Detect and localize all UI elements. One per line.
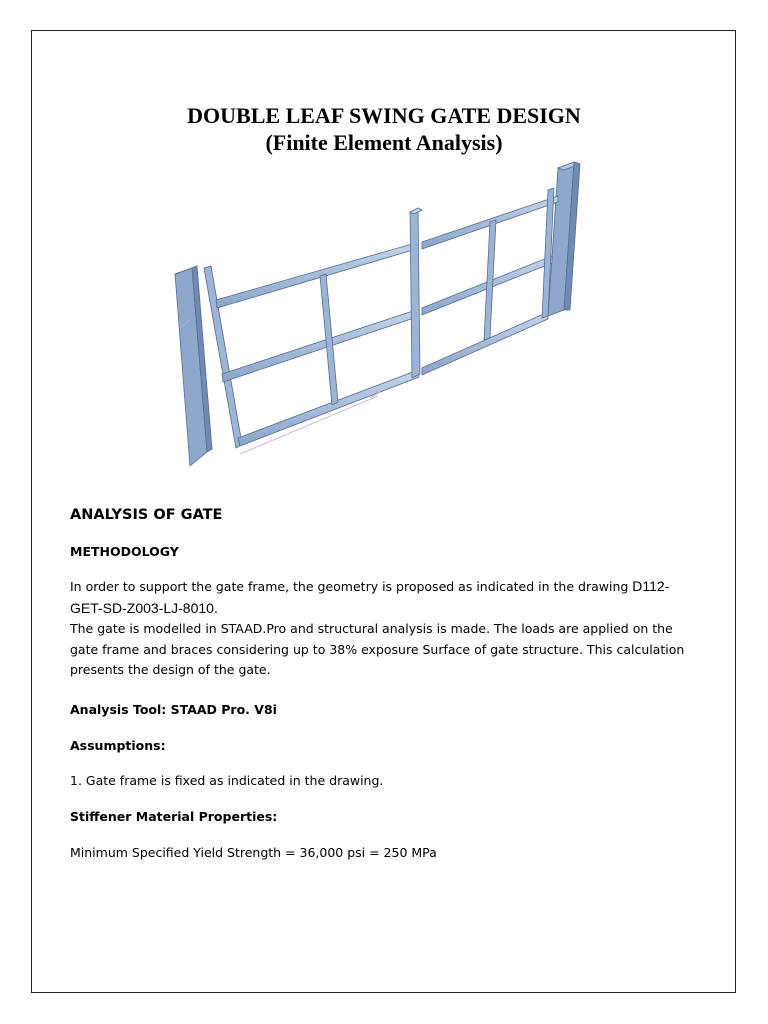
assumptions-label: Assumptions: [70, 738, 166, 753]
para1-end: . [213, 600, 218, 616]
analysis-tool: Analysis Tool: STAAD Pro. V8i [70, 702, 277, 717]
para1-text: In order to support the gate frame, the geometry is proposed as indicated in the drawing [70, 579, 633, 594]
document-subtitle: (Finite Element Analysis) [265, 130, 503, 155]
subheading-methodology: METHODOLOGY [70, 544, 179, 559]
document-title: DOUBLE LEAF SWING GATE DESIGN [187, 103, 581, 128]
section-heading: ANALYSIS OF GATE [70, 507, 223, 523]
drawing-ref-part2: GET-SD-Z003-LJ-8010 [70, 599, 214, 616]
gate-3d-model-icon [160, 160, 590, 475]
para2-text: The gate is modelled in STAAD.Pro and structural analysis is made. The loads are applied on the gate frame and braces considering up to 38% exposure Surface of gate structure. This calculation presents the design of the gate. [70, 621, 685, 677]
assumption-item-1: 1. Gate frame is fixed as indicated in the drawing. [70, 773, 384, 788]
stiffener-label: Stiffener Material Properties: [70, 809, 278, 824]
min-yield-strength: Minimum Specified Yield Strength = 36,000 psi = 250 MPa [70, 845, 437, 860]
methodology-paragraph [70, 576, 690, 681]
drawing-ref-part1: D112- [632, 578, 670, 594]
